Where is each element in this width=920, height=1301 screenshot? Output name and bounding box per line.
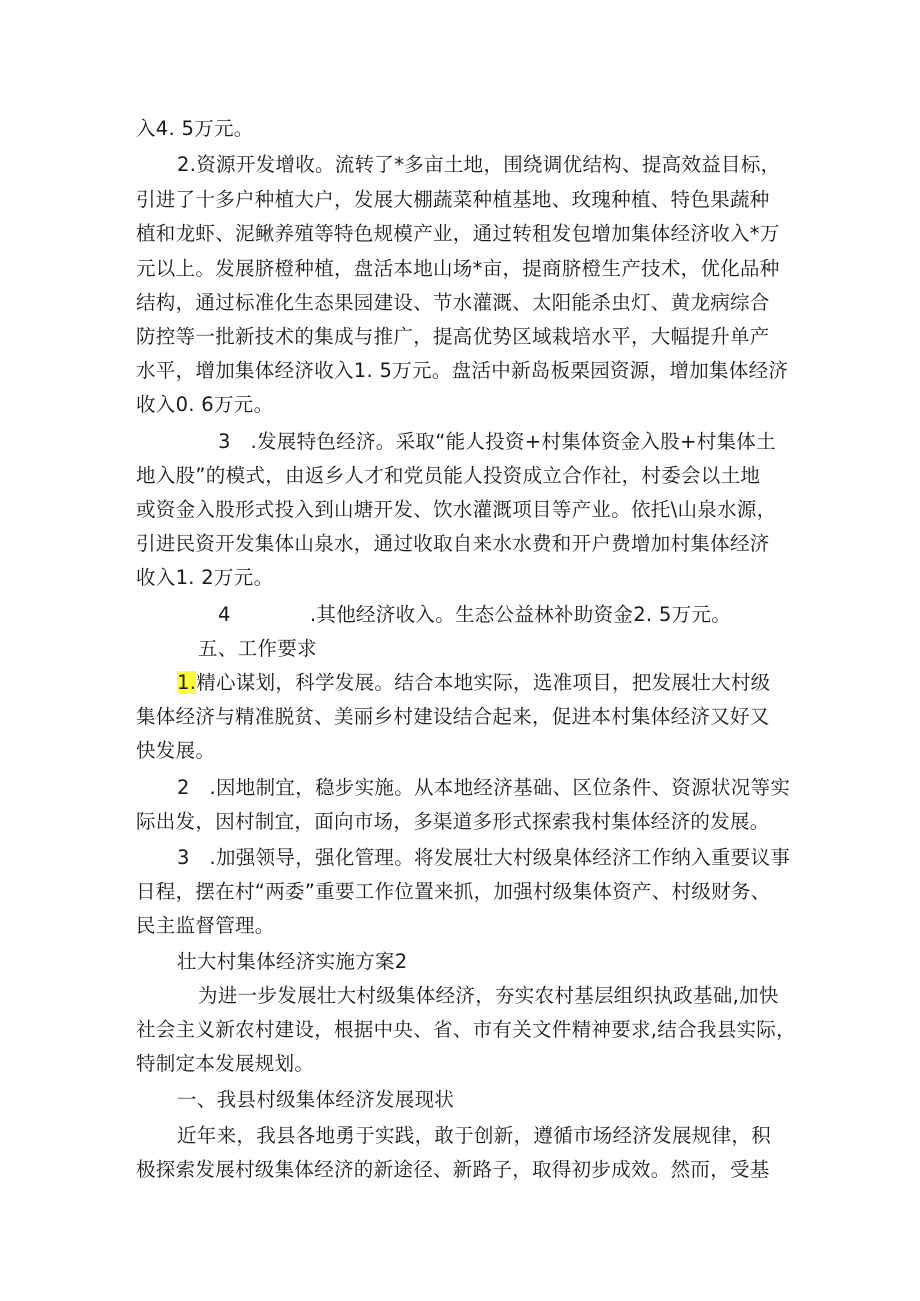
highlighted-number: 1.	[177, 671, 197, 694]
text-line	[177, 671, 770, 695]
text-line: 2 .因地制宜，稳步实施。从本地经济基础、区位条件、资源状况等实	[177, 776, 791, 799]
text-line: 为进一步发展壮大村级集体经济，夯实农村基层组织执政基础,加快	[198, 984, 779, 1007]
text-line: 地入股”的模式，由返乡人才和党员能人投资成立合作社，村委会以土地	[136, 464, 761, 487]
text-line: 植和龙虾、泥鳅养殖等特色规模产业，通过转租发包增加集体经济收入*万	[136, 222, 780, 245]
text-line: 近年来，我县各地勇于实践，敢于创新，遵循市场经济发展规律，积	[177, 1124, 772, 1147]
text-line: 2.资源开发增收。流转了*多亩土地，围绕调优结构、提高效益目标，	[177, 153, 781, 176]
text-line: 结构，通过标准化生态果园建设、节水灌溉、太阳能杀虫灯、黄龙病综合	[136, 291, 770, 314]
section-heading: 五、工作要求	[198, 637, 317, 660]
text-line: 4 .其他经济收入。生态公益林补助资金2. 5万元。	[218, 603, 732, 626]
text-line: 3 .发展特色经济。采取“能人投资+村集体资金入股+村集体土	[218, 430, 776, 453]
text-line: 水平，增加集体经济收入1. 5万元。盘活中新岛板栗园资源，增加集体经济	[136, 359, 789, 382]
text-line: 民主监督管理。	[136, 914, 275, 937]
text-line: 收入0. 6万元。	[136, 393, 274, 416]
text-line: 3 .加强领导，强化管理。将发展壮大村级臬体经济工作纳入重要议事	[177, 846, 791, 869]
text-line: 集体经济与精准脱贫、美丽乡村建设结合起来，促进本村集体经济又好又	[136, 705, 770, 728]
text-line: 或资金入股形式投入到山塘开发、饮水灌溉项目等产业。依托\山泉水源，	[136, 498, 777, 521]
text-line: 收入1. 2万元。	[136, 566, 274, 589]
text-line: 际出发，因村制宜，面向市场，多渠道多形式探索我村集体经济的发展。	[136, 810, 770, 833]
section-heading: 一、我县村级集体经济发展现状	[177, 1088, 455, 1111]
text-line: 特制定本发展规划。	[136, 1052, 315, 1075]
text-line: 极探索发展村级集体经济的新途径、新路子，取得初步成效。然而，受基	[136, 1158, 770, 1181]
text-line: 防控等一批新技术的集成与推广，提高优势区域栽培水平，大幅提升单产	[136, 325, 770, 348]
text-line-body: 精心谋划，科学发展。结合本地实际，选准项目，把发展壮大村级	[196, 671, 771, 694]
text-line: 快发展。	[136, 739, 216, 762]
text-line: 引进了十多户种植大户，发展大棚蔬菜种植基地、玫瑰种植、特色果蔬种	[136, 188, 770, 211]
text-line: 入4. 5万元。	[136, 117, 254, 140]
text-line: 日程，摆在村“两委”重要工作位置来抓，加强村级集体资产、村级财务、	[136, 880, 771, 903]
text-line: 元以上。发展脐橙种植，盘活本地山场*亩，提商脐橙生产技术，优化品种	[136, 257, 780, 280]
document-title: 壮大村集体经济实施方案2	[177, 950, 408, 973]
text-line: 社会主义新农村建设，根据中央、省、市有关文件精神要求,结合我县实际，	[136, 1018, 796, 1041]
text-line: 引进民资开发集体山泉水，通过收取自来水水费和开户费增加村集体经济	[136, 532, 770, 555]
